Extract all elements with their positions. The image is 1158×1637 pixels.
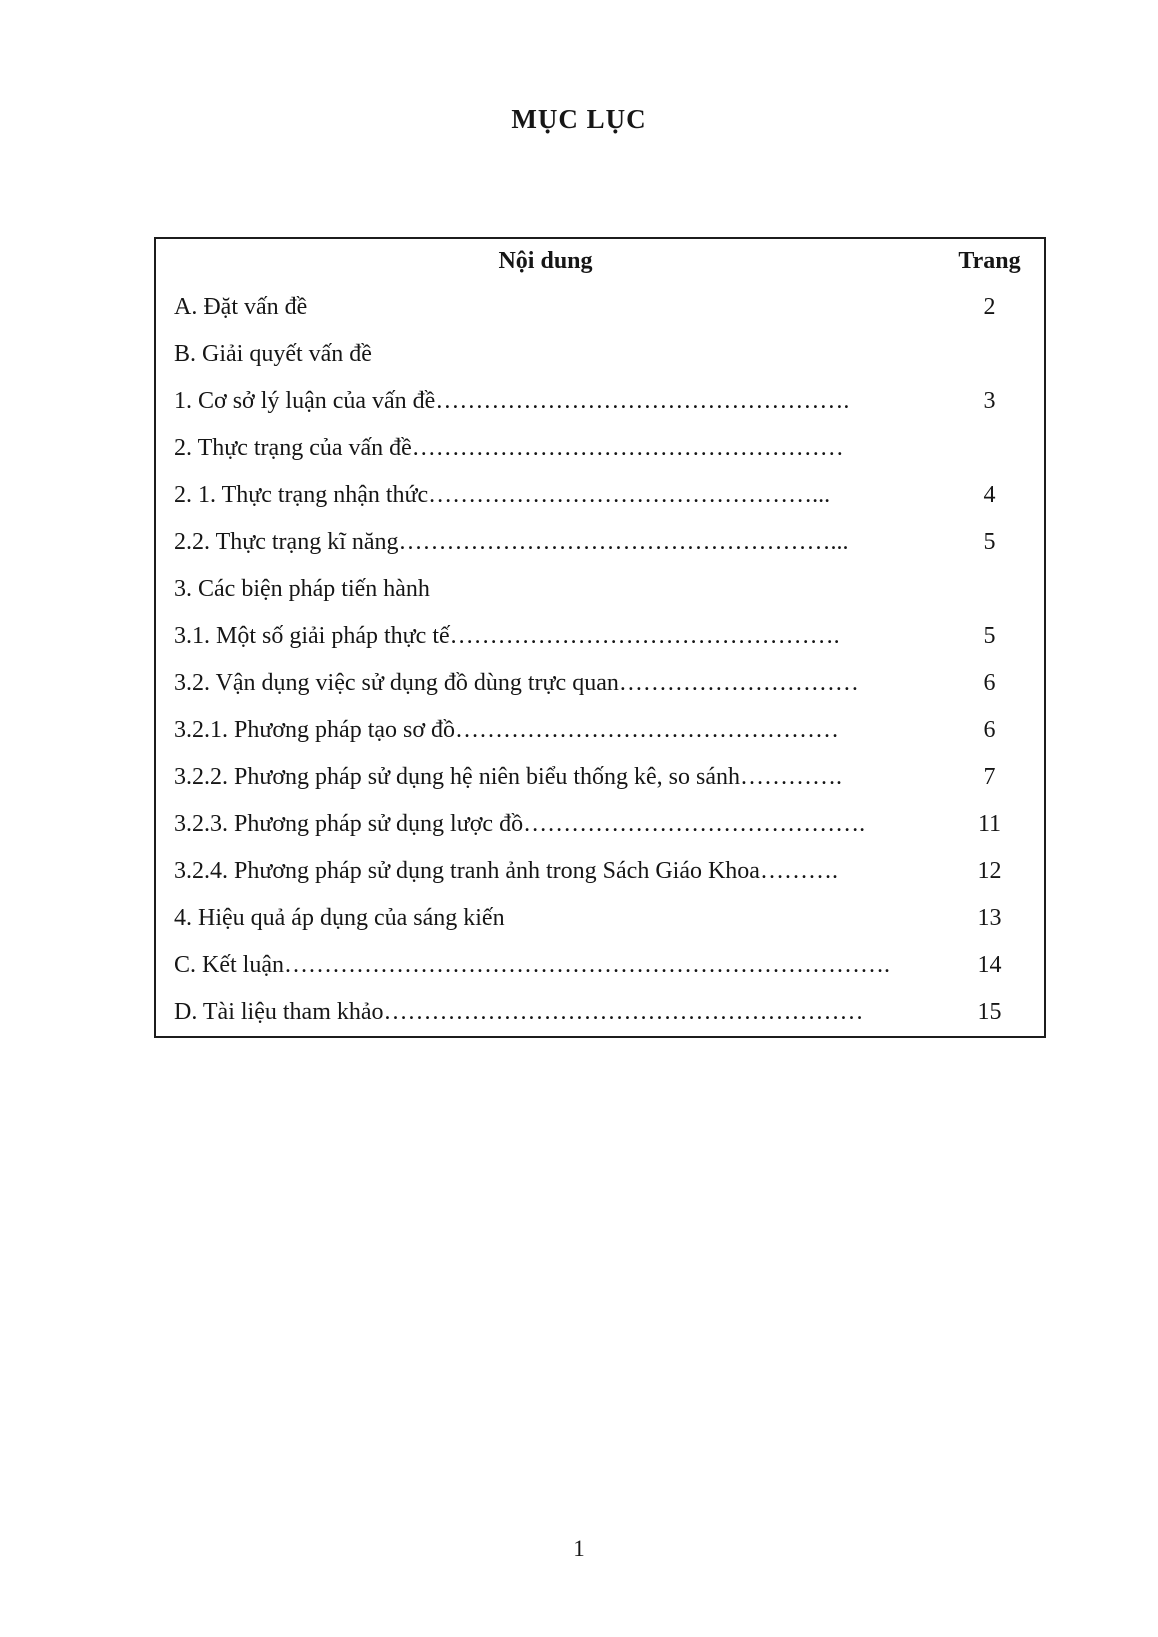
toc-row <box>155 613 1045 660</box>
toc-entry <box>155 331 935 378</box>
toc-entry <box>155 613 935 660</box>
toc-entry-page: 13 <box>977 905 1002 931</box>
toc-row <box>155 848 1045 895</box>
toc-entry-page: 15 <box>977 999 1002 1025</box>
toc-row <box>155 519 1045 566</box>
toc-row <box>155 801 1045 848</box>
toc-entry-page: 5 <box>983 529 996 555</box>
toc-entry <box>155 472 935 519</box>
toc-entry-text: 3.2.4. Phương pháp sử dụng tranh ảnh trong Sách Giáo Khoa………. <box>174 858 838 884</box>
toc-row <box>155 331 1045 378</box>
toc-header-page: Trang <box>958 248 1021 274</box>
toc-entry-page: 14 <box>977 952 1002 978</box>
toc-entry-page <box>935 331 1045 378</box>
toc-entry-text: B. Giải quyết vấn đề <box>174 341 372 367</box>
toc-entry-text: D. Tài liệu tham khảo…………………………………………………… <box>174 999 864 1025</box>
toc-entry-page: 12 <box>977 858 1002 884</box>
toc-entry-page: 3 <box>983 388 996 414</box>
toc-entry-page: 5 <box>983 623 996 649</box>
toc-entry-page <box>935 425 1045 472</box>
toc-row <box>155 895 1045 942</box>
toc-entry <box>155 989 935 1037</box>
toc-entry-text: 3.2.1. Phương pháp tạo sơ đồ………………………………………… <box>174 717 840 743</box>
toc-row <box>155 566 1045 613</box>
toc-entry <box>155 707 935 754</box>
toc-entry-text: 2. Thực trạng của vấn đề……………………………………………… <box>174 435 844 461</box>
toc-entry-page: 11 <box>977 811 1002 837</box>
toc-header-row <box>155 238 1045 284</box>
toc-row <box>155 660 1045 707</box>
toc-row <box>155 989 1045 1037</box>
toc-entry <box>155 378 935 425</box>
toc-entry-text: 2.2. Thực trạng kĩ năng………………………………………………... <box>174 529 849 555</box>
toc-entry-text: 3.2. Vận dụng việc sử dụng đồ dùng trực quan………………………… <box>174 670 859 696</box>
toc-entry <box>155 519 935 566</box>
toc-row <box>155 284 1045 331</box>
toc-row <box>155 942 1045 989</box>
toc-entry-text: 3.2.3. Phương pháp sử dụng lược đồ……………………………………. <box>174 811 866 837</box>
toc-entry-page: 2 <box>983 294 996 320</box>
toc-table <box>154 237 1046 1038</box>
toc-entry-text: 3.1. Một số giải pháp thực tế…………………………………………. <box>174 623 840 649</box>
toc-entry-text: 2. 1. Thực trạng nhận thức…………………………………………... <box>174 482 831 508</box>
toc-entry <box>155 566 935 613</box>
toc-entry <box>155 754 935 801</box>
toc-entry-text: 4. Hiệu quả áp dụng của sáng kiến <box>174 905 505 931</box>
toc-row <box>155 425 1045 472</box>
toc-table-body <box>155 284 1045 1037</box>
page-number: 1 <box>573 1536 585 1561</box>
toc-header-content: Nội dung <box>498 248 593 274</box>
toc-row <box>155 472 1045 519</box>
toc-entry-text: 1. Cơ sở lý luận của vấn đề……………………………………………. <box>174 388 850 414</box>
toc-entry-page: 7 <box>983 764 996 790</box>
toc-entry-page: 4 <box>983 482 996 508</box>
toc-row <box>155 754 1045 801</box>
toc-entry-text: 3.2.2. Phương pháp sử dụng hệ niên biểu thống kê, so sánh…………. <box>174 764 842 790</box>
toc-row <box>155 707 1045 754</box>
toc-entry-text: 3. Các biện pháp tiến hành <box>174 576 430 602</box>
toc-entry-text: C. Kết luận…………………………………………………………………. <box>174 952 890 978</box>
toc-entry <box>155 848 935 895</box>
toc-entry <box>155 942 935 989</box>
toc-entry-page <box>935 566 1045 613</box>
toc-entry <box>155 284 935 331</box>
toc-entry-page: 6 <box>983 717 996 743</box>
toc-entry-page: 6 <box>983 670 996 696</box>
toc-row <box>155 378 1045 425</box>
toc-entry <box>155 660 935 707</box>
toc-entry <box>155 425 935 472</box>
page-title: MỤC LỤC <box>511 104 647 134</box>
toc-table-header <box>155 238 1045 284</box>
toc-entry-text: A. Đặt vấn đề <box>174 294 308 320</box>
toc-entry <box>155 895 935 942</box>
toc-entry <box>155 801 935 848</box>
